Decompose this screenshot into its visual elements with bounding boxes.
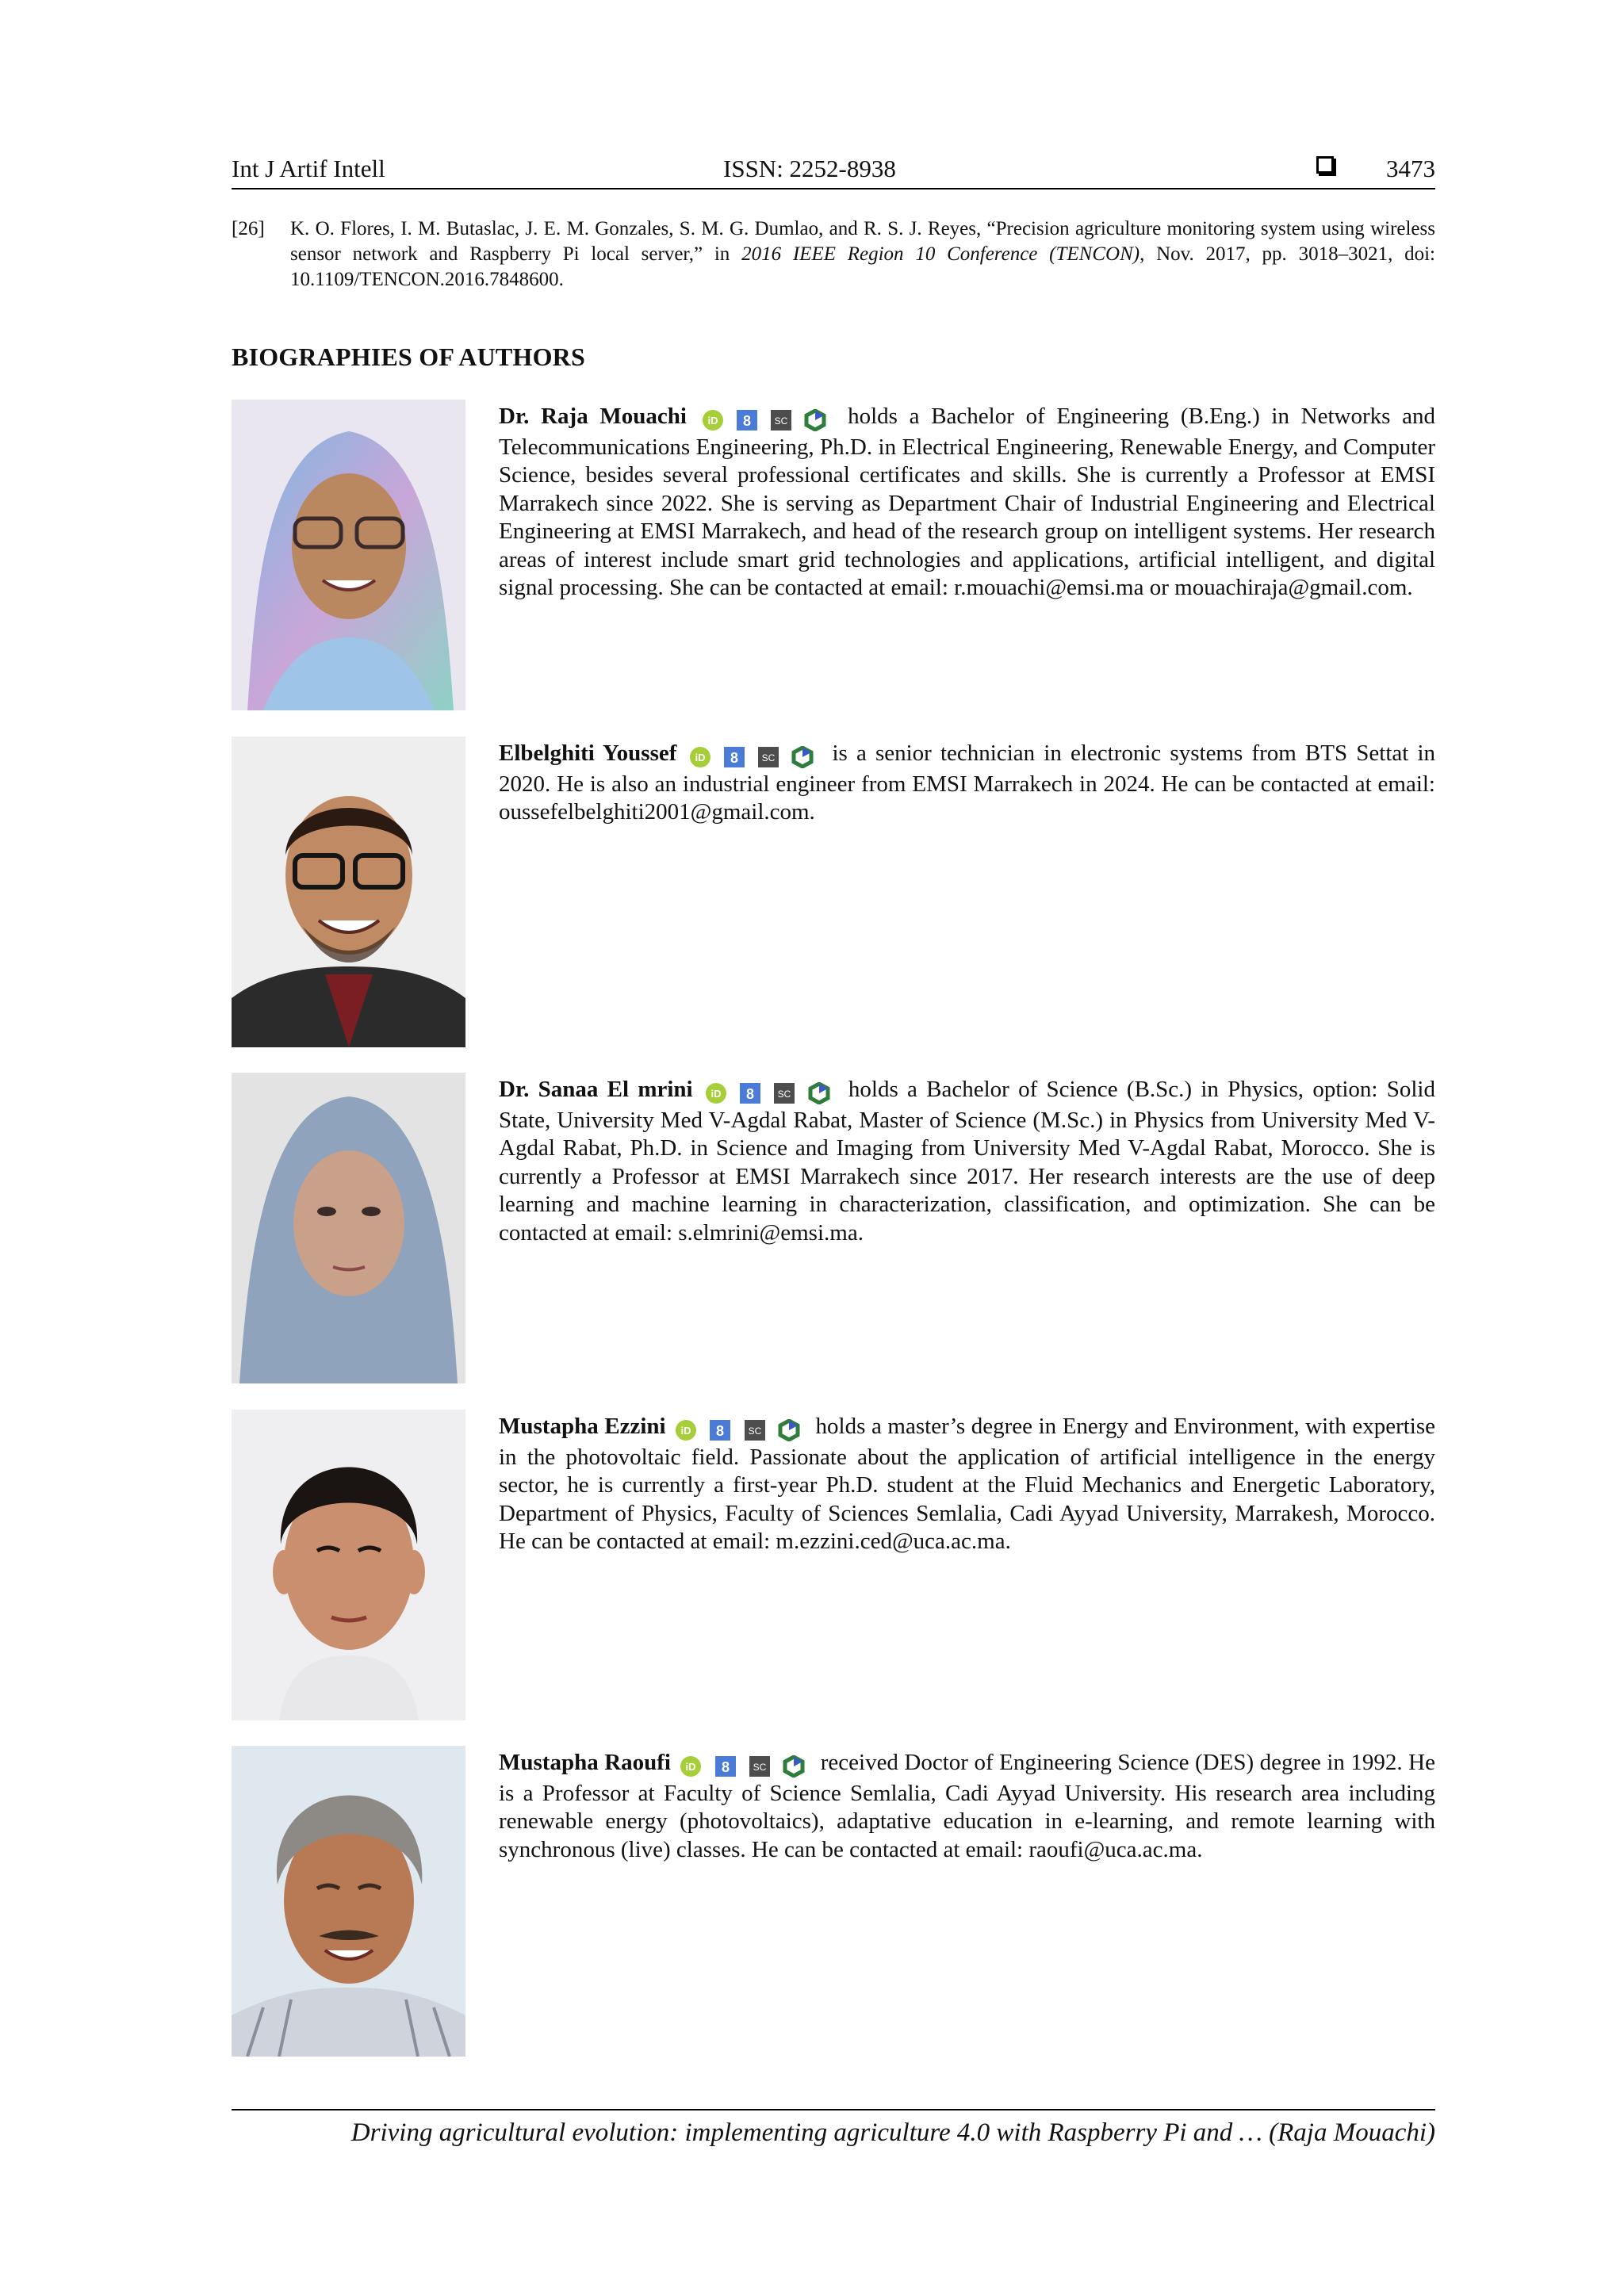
section-title: BIOGRAPHIES OF AUTHORS: [232, 342, 585, 371]
google-scholar-icon[interactable]: [709, 1419, 731, 1441]
author-photo: [232, 1746, 465, 2057]
scopus-icon[interactable]: [773, 1082, 795, 1104]
publons-icon[interactable]: [808, 1082, 830, 1104]
author-name: Dr. Raja Mouachi: [499, 404, 687, 429]
svg-text:iD: iD: [680, 1425, 691, 1437]
reference-number: [26]: [232, 218, 265, 239]
author-photo: [232, 1410, 465, 1720]
author-name: Dr. Sanaa El mrini: [499, 1077, 693, 1102]
author-name: Mustapha Ezzini: [499, 1414, 666, 1439]
author-photo: [232, 400, 465, 710]
author-bio-text: [499, 1076, 1435, 1247]
author-bio: [232, 1073, 1435, 1383]
running-footer: [232, 2109, 1435, 2147]
author-bio-body: holds a Bachelor of Engineering (B.Eng.) in Networks and Telecommunications Engineering, Ph.D. in Electrical Engineering, Renewable Energy, and Computer Science, besides several professional certificates and skills. She is currently a Professor at EMSI Marrakech since 2022. She is serving as Department Chair of Industrial Engineering and Electrical Engineering at EMSI Marrakech, and head of the research group on intelligent systems. Her research areas of interest include smart grid technologies and applications, artificial intelligent, and digital signal processing. She can be contacted at email: r.mouachi@emsi.ma or mouachiraja@gmail.com.: [499, 404, 1436, 600]
orcid-icon[interactable]: [680, 1755, 702, 1777]
scopus-icon[interactable]: [749, 1755, 771, 1777]
svg-text:8: 8: [730, 750, 738, 767]
box-symbol-icon: [1316, 156, 1334, 174]
author-name: Elbelghiti Youssef: [499, 740, 677, 766]
publons-icon[interactable]: [791, 746, 814, 768]
scopus-icon[interactable]: [770, 409, 792, 431]
publons-icon[interactable]: [783, 1755, 805, 1777]
scopus-icon[interactable]: [757, 746, 779, 768]
author-bio: [232, 1746, 1435, 2057]
author-bio: [232, 1410, 1435, 1720]
svg-text:iD: iD: [695, 752, 706, 764]
profile-icons: [705, 1078, 837, 1107]
page-number: 3473: [1386, 155, 1435, 182]
author-portrait-icon: [232, 1410, 465, 1720]
publons-icon[interactable]: [778, 1419, 800, 1441]
author-photo: [232, 737, 465, 1047]
google-scholar-icon[interactable]: [736, 409, 758, 431]
journal-name: Int J Artif Intell: [232, 155, 385, 182]
author-portrait-icon: [232, 1746, 465, 2057]
author-bio-text: [499, 740, 1435, 827]
author-bio-text: [499, 1749, 1435, 1864]
orcid-icon[interactable]: [689, 746, 711, 768]
google-scholar-icon[interactable]: [739, 1082, 761, 1104]
publons-icon[interactable]: [804, 409, 826, 431]
author-bio-body: holds a Bachelor of Science (B.Sc.) in Physics, option: Solid State, University Med V-Agdal Rabat, Master of Science (M.Sc.) in Physics from University Med V-Agdal Rabat, Ph.D. in Science and Imaging from University Med V-Agdal Rabat, Morocco. She is currently a Professor at EMSI Marrakech since 2017. Her research interests are the use of deep learning and machine learning in characterization, classification, and optimization. She can be contacted at email: s.elmrini@emsi.ma.: [499, 1077, 1435, 1246]
svg-text:8: 8: [742, 413, 751, 430]
author-portrait-icon: [232, 1073, 465, 1383]
svg-text:8: 8: [721, 1759, 730, 1776]
reference-text-part: , Nov. 2017, pp. 3018–3021, doi: 10.1109/TENCON.2016.7848600.: [290, 243, 1435, 290]
author-portrait-icon: [232, 400, 465, 710]
orcid-icon[interactable]: [705, 1082, 727, 1104]
author-bio-body: is a senior technician in electronic systems from BTS Settat in 2020. He is also an industrial engineer from EMSI Marrakech in 2024. He can be contacted at email: oussefelbelghiti2001@gmail.com.: [499, 740, 1436, 825]
author-portrait-icon: [232, 737, 465, 1047]
author-name: Mustapha Raoufi: [499, 1750, 671, 1775]
author-bio-text: [499, 1413, 1435, 1556]
profile-icons: [702, 405, 833, 434]
google-scholar-icon[interactable]: [723, 746, 745, 768]
svg-text:SC: SC: [774, 415, 788, 427]
reference-text: [290, 216, 1435, 293]
running-header: [232, 153, 1435, 189]
profile-icons: [680, 1751, 811, 1780]
profile-icons: [689, 742, 821, 771]
svg-text:8: 8: [716, 1423, 725, 1440]
google-scholar-icon[interactable]: [714, 1755, 737, 1777]
scopus-icon[interactable]: [744, 1419, 766, 1441]
author-bio-body: holds a master’s degree in Energy and Environment, with expertise in the photovoltaic field. Passionate about the application of artificial intelligence in the energy sector, he is currently a first-year Ph.D. student at the Fluid Mechanics and Energetic Laboratory, Department of Physics, Faculty of Sciences Semlalia, Cadi Ayyad University, Marrakesh, Morocco. He can be contacted at email: m.ezzini.ced@uca.ac.ma.: [499, 1414, 1436, 1554]
author-bio: [232, 737, 1435, 1047]
author-photo: [232, 1073, 465, 1383]
svg-text:iD: iD: [707, 415, 718, 427]
svg-text:8: 8: [746, 1086, 755, 1103]
orcid-icon[interactable]: [675, 1419, 697, 1441]
svg-text:iD: iD: [685, 1761, 696, 1774]
author-bio-body: received Doctor of Engineering Science (DES) degree in 1992. He is a Professor at Faculty of Science Semlalia, Cadi Ayyad University. His research area including renewable energy (photovoltaics), adaptative education in e-learning, and remote learning with synchronous (live) classes. He can be contacted at email: raoufi@uca.ac.ma.: [499, 1750, 1435, 1862]
reference-venue: 2016 IEEE Region 10 Conference (TENCON): [741, 243, 1140, 265]
issn: ISSN: 2252-8938: [723, 155, 896, 182]
author-bio: [232, 400, 1435, 710]
reference-text-part: K. O. Flores, I. M. Butaslac, J. E. M. Gonzales, S. M. G. Dumlao, and R. S. J. Reyes, “Precision agriculture monitoring system using wireless sensor network and Raspberry Pi local server,” in: [290, 218, 1435, 265]
profile-icons: [675, 1415, 806, 1444]
svg-text:SC: SC: [761, 752, 776, 764]
svg-text:SC: SC: [748, 1425, 762, 1437]
orcid-icon[interactable]: [702, 409, 724, 431]
reference-entry: [232, 216, 1435, 293]
svg-text:iD: iD: [710, 1088, 722, 1100]
svg-text:SC: SC: [753, 1762, 767, 1774]
svg-text:SC: SC: [778, 1089, 791, 1100]
footer-title: Driving agricultural evolution: implementing agriculture 4.0 with Raspberry Pi and … (Raja Mouachi): [350, 2118, 1435, 2147]
author-bio-text: [499, 403, 1435, 603]
